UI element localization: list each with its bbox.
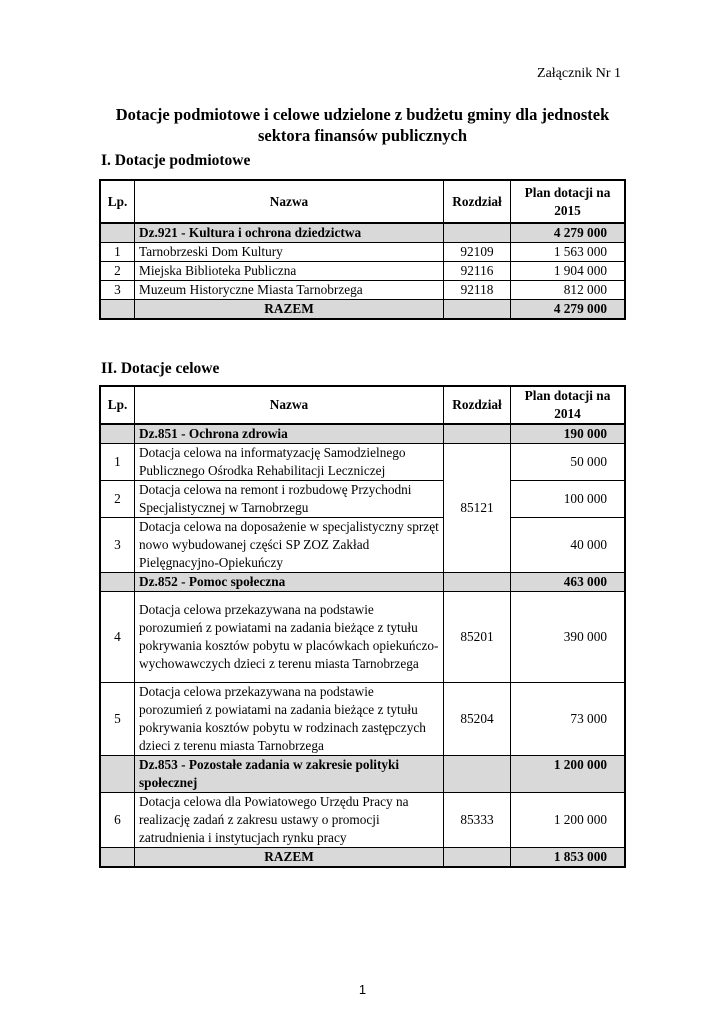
col-plan-header-line1: Plan dotacji na xyxy=(524,388,611,403)
table-row xyxy=(100,281,625,300)
total-amount: 4 279 000 xyxy=(511,300,626,320)
table-row xyxy=(100,481,625,518)
group-amount: 4 279 000 xyxy=(511,223,626,243)
group-amount: 463 000 xyxy=(511,573,626,592)
row-name: Dotacja celowa przekazywana na podstawie porozumień z powiatami na zadania bieżące z tytułu pokrywania kosztów pobytu w rodzinach zastępczych dzieci z terenu miasta Tarnobrzega xyxy=(135,683,444,756)
section1-heading: I. Dotacje podmiotowe xyxy=(101,152,251,169)
col-lp-header: Lp. xyxy=(100,386,135,424)
group-amount: 1 200 000 xyxy=(511,756,626,793)
row-name: Dotacja celowa przekazywana na podstawie porozumień z powiatami na zadania bieżące z tytułu pokrywania kosztów pobytu w placówkach opiekuńczo-wychowawczych dzieci z terenu miasta Tarnobrzega xyxy=(135,592,444,683)
table-row xyxy=(100,243,625,262)
table-header-row xyxy=(100,180,625,223)
row-rozdzial: 92118 xyxy=(444,281,511,300)
row-rozdzial: 92116 xyxy=(444,262,511,281)
row-lp: 4 xyxy=(100,592,135,683)
col-plan-header-line2: 2014 xyxy=(554,406,581,421)
row-lp: 6 xyxy=(100,793,135,848)
row-name: Tarnobrzeski Dom Kultury xyxy=(135,243,444,262)
row-name: Dotacja celowa na remont i rozbudowę Przychodni Specjalistycznej w Tarnobrzegu xyxy=(135,481,444,518)
col-rozdzial-header: Rozdział xyxy=(444,386,511,424)
group-amount: 190 000 xyxy=(511,424,626,444)
group-row xyxy=(100,573,625,592)
group-row xyxy=(100,756,625,793)
row-amount: 1 563 000 xyxy=(511,243,626,262)
section2-heading: II. Dotacje celowe xyxy=(101,360,220,377)
table-row xyxy=(100,793,625,848)
row-rozdzial: 85121 xyxy=(444,444,511,573)
row-rozdzial: 85201 xyxy=(444,592,511,683)
row-rozdzial: 92109 xyxy=(444,243,511,262)
table-row xyxy=(100,444,625,481)
table-row xyxy=(100,518,625,573)
row-lp: 2 xyxy=(100,481,135,518)
row-lp: 3 xyxy=(100,518,135,573)
total-label: RAZEM xyxy=(135,300,444,320)
attachment-label: Załącznik Nr 1 xyxy=(537,66,621,81)
targeted-grants-table xyxy=(99,385,626,868)
row-amount: 1 904 000 xyxy=(511,262,626,281)
row-amount: 390 000 xyxy=(511,592,626,683)
col-rozdzial-header: Rozdział xyxy=(444,180,511,223)
group-name: Dz.921 - Kultura i ochrona dziedzictwa xyxy=(135,223,444,243)
title-line-1: Dotacje podmiotowe i celowe udzielone z budżetu gminy dla jednostek xyxy=(115,105,610,124)
col-plan-header xyxy=(511,386,626,424)
col-plan-header-line1: Plan dotacji na xyxy=(524,184,611,200)
col-plan-header xyxy=(511,180,626,223)
row-rozdzial: 85333 xyxy=(444,793,511,848)
total-amount: 1 853 000 xyxy=(511,848,626,868)
row-lp: 5 xyxy=(100,683,135,756)
document-title xyxy=(0,104,725,146)
row-name: Dotacja celowa dla Powiatowego Urzędu Pracy na realizację zadań z zakresu ustawy o promocji zatrudnienia i instytucjach rynku pracy xyxy=(135,793,444,848)
page-number: 1 xyxy=(358,982,367,997)
table-row xyxy=(100,683,625,756)
table-header-row xyxy=(100,386,625,424)
group-name: Dz.853 - Pozostałe zadania w zakresie polityki społecznej xyxy=(135,756,444,793)
row-name: Miejska Biblioteka Publiczna xyxy=(135,262,444,281)
row-amount: 812 000 xyxy=(511,281,626,300)
total-label: RAZEM xyxy=(135,848,444,868)
row-name: Dotacja celowa na doposażenie w specjalistyczny sprzęt nowo wybudowanej części SP ZOZ Zakład Pielęgnacyjno-Opiekuńczy xyxy=(135,518,444,573)
row-rozdzial: 85204 xyxy=(444,683,511,756)
total-row xyxy=(100,300,625,320)
col-plan-header-line2: 2015 xyxy=(554,202,581,218)
row-lp: 2 xyxy=(100,262,135,281)
table-row xyxy=(100,262,625,281)
table-row xyxy=(100,592,625,683)
col-name-header: Nazwa xyxy=(135,386,444,424)
row-amount: 1 200 000 xyxy=(511,793,626,848)
row-lp: 1 xyxy=(100,444,135,481)
row-name: Dotacja celowa na informatyzację Samodzielnego Publicznego Ośrodka Rehabilitacji Leczniczej xyxy=(135,444,444,481)
group-name: Dz.851 - Ochrona zdrowia xyxy=(135,424,444,444)
row-lp: 1 xyxy=(100,243,135,262)
total-row xyxy=(100,848,625,868)
row-amount: 73 000 xyxy=(511,683,626,756)
group-row xyxy=(100,424,625,444)
col-name-header: Nazwa xyxy=(135,180,444,223)
group-name: Dz.852 - Pomoc społeczna xyxy=(135,573,444,592)
col-lp-header: Lp. xyxy=(100,180,135,223)
row-lp: 3 xyxy=(100,281,135,300)
group-row xyxy=(100,223,625,243)
row-name: Muzeum Historyczne Miasta Tarnobrzega xyxy=(135,281,444,300)
row-amount: 40 000 xyxy=(511,518,626,573)
title-line-2: sektora finansów publicznych xyxy=(257,126,468,145)
row-amount: 100 000 xyxy=(511,481,626,518)
subject-grants-table xyxy=(99,179,626,320)
row-amount: 50 000 xyxy=(511,444,626,481)
